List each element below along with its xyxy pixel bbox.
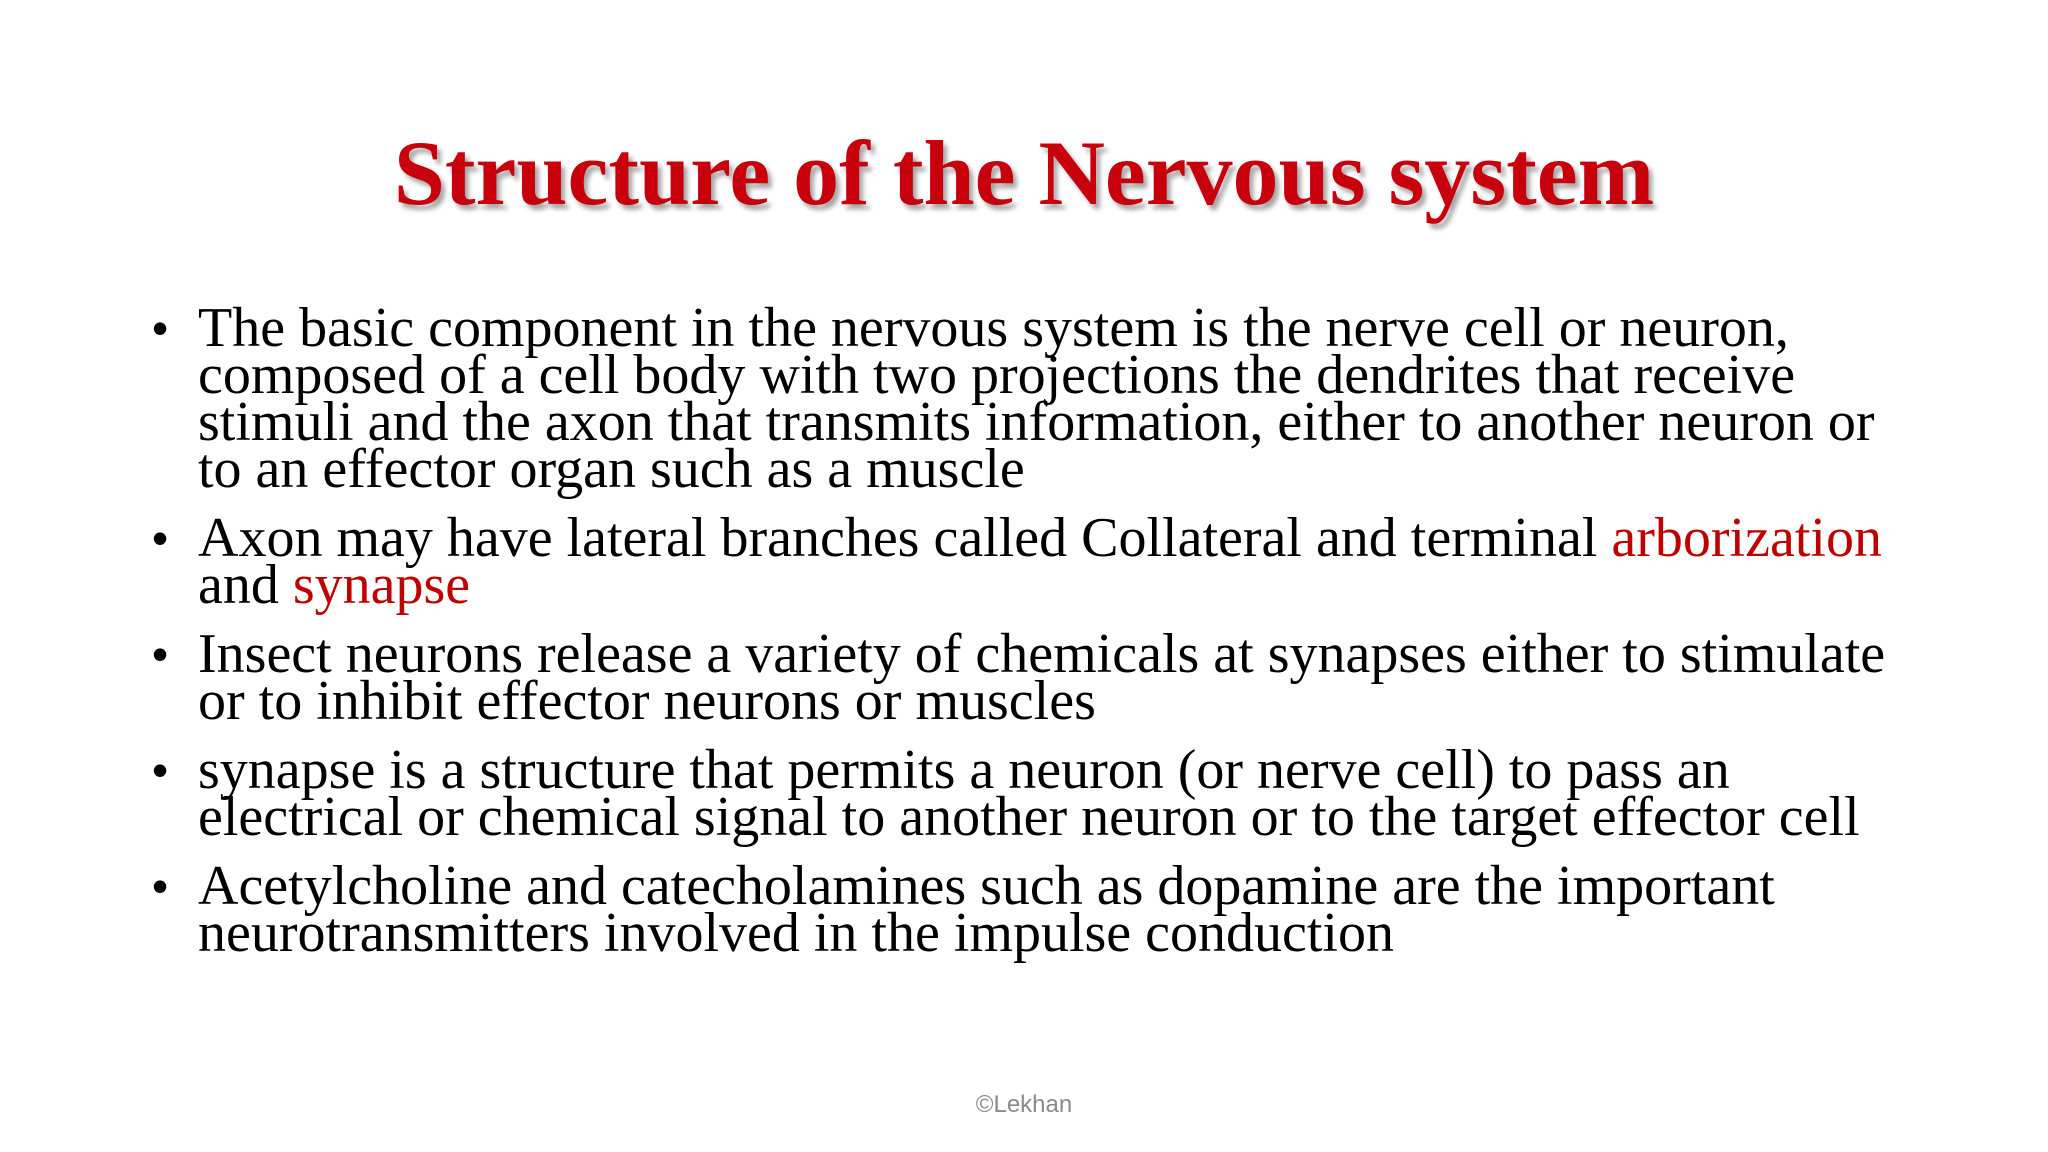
footer-copyright: ©Lekhan	[975, 1091, 1073, 1118]
bullet-text: Insect neurons release a variety of chemicals at synapses either to stimulate or to inhibit effector neurons or muscles	[198, 623, 1886, 732]
bullet-item-neurotransmitters	[152, 855, 1912, 964]
bullet-dot: •	[152, 628, 169, 680]
bullet-text: Acetylcholine and catecholamines such as dopamine are the important neurotransmitters involved in the impulse conduction	[198, 855, 1775, 964]
slide-title: Structure of the Nervous system	[393, 122, 1655, 224]
bullet-dot: •	[152, 744, 169, 796]
bullet-text: Axon may have lateral branches called Collateral and terminal	[198, 507, 1612, 569]
bullet-item-insect-neurons	[152, 623, 1912, 732]
bullet-item-axon	[152, 507, 1912, 616]
bullet-dot: •	[152, 860, 169, 912]
bullet-dot: •	[152, 302, 169, 354]
bullet-text: The basic component in the nervous system is the nerve cell or neuron, composed of a cell body with two projections the dendrites that receive stimuli and the axon that transmits information, either to another neuron or to an effector organ such as a muscle	[198, 297, 1875, 500]
bullet-item-neuron	[152, 297, 1912, 500]
highlight-arborization: arborization	[1611, 507, 1882, 569]
bullet-item-synapse	[152, 739, 1912, 848]
bullet-text: synapse is a structure that permits a neuron (or nerve cell) to pass an electrical or chemical signal to another neuron or to the target effector cell	[198, 739, 1860, 848]
highlight-synapse: synapse	[292, 554, 471, 616]
bullet-list	[152, 297, 1912, 979]
bullet-text-connector: and	[198, 554, 293, 616]
bullet-dot: •	[152, 512, 169, 564]
